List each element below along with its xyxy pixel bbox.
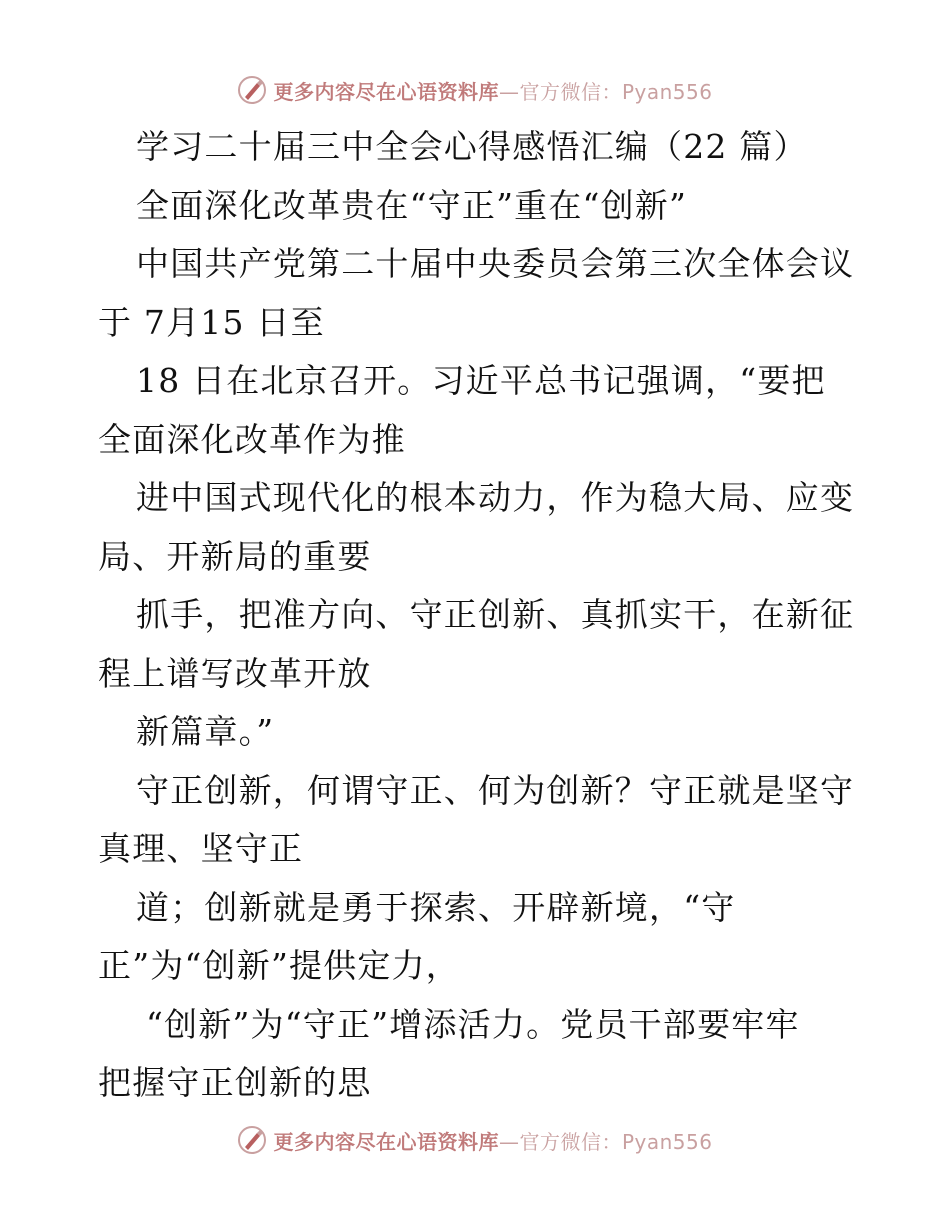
paragraph-line: 正”为“创新”提供定力，: [98, 946, 461, 985]
pen-logo-icon: [237, 75, 267, 105]
paragraph-line: 抓手，把准方向、守正创新、真抓实干，在新征: [136, 595, 855, 634]
paragraph-line: 全面深化改革作为推: [98, 419, 406, 459]
paragraph-line: 程上谱写改革开放: [98, 653, 372, 693]
footer-watermark: [0, 1120, 950, 1160]
watermark-separator: —: [498, 79, 520, 104]
header-watermark: [0, 70, 950, 110]
document-body: [98, 118, 858, 1113]
watermark-separator: —: [498, 1129, 520, 1154]
document-title: 学习二十届三中全会心得感悟汇编（22 篇）: [136, 127, 808, 166]
paragraph-line: 18 日在北京召开。习近平总书记强调，“要把: [136, 361, 826, 400]
paragraph-line: 进中国式现代化的根本动力，作为稳大局、应变: [136, 478, 855, 517]
paragraph-line: 新篇章。”: [136, 712, 275, 751]
watermark-brand: 更多内容尽在心语资料库: [273, 1129, 499, 1154]
article-title: 全面深化改革贵在“守正”重在“创新”: [136, 185, 688, 225]
watermark-contact: 官方微信：Pyan556: [519, 1129, 713, 1154]
watermark-text: [273, 76, 712, 105]
paragraph-line: 守正创新，何谓守正、何为创新？守正就是坚守: [136, 770, 855, 810]
paragraph-line: 道；创新就是勇于探索、开辟新境，“守: [136, 887, 736, 927]
paragraph-line: 于 7月15 日至: [98, 302, 325, 342]
paragraph-line: “创新”为“守正”增添活力。党员干部要牢牢: [146, 1004, 800, 1044]
paragraph-line: 真理、坚守正: [98, 829, 304, 868]
paragraph-line: 局、开新局的重要: [98, 536, 372, 576]
watermark-contact: 官方微信：Pyan556: [519, 79, 713, 104]
pen-logo-icon: [237, 1125, 267, 1155]
paragraph-line: 中国共产党第二十届中央委员会第三次全体会议: [136, 244, 855, 283]
paragraph-line: 把握守正创新的思: [98, 1063, 372, 1102]
watermark-text: [273, 1126, 712, 1155]
watermark-brand: 更多内容尽在心语资料库: [273, 79, 499, 104]
